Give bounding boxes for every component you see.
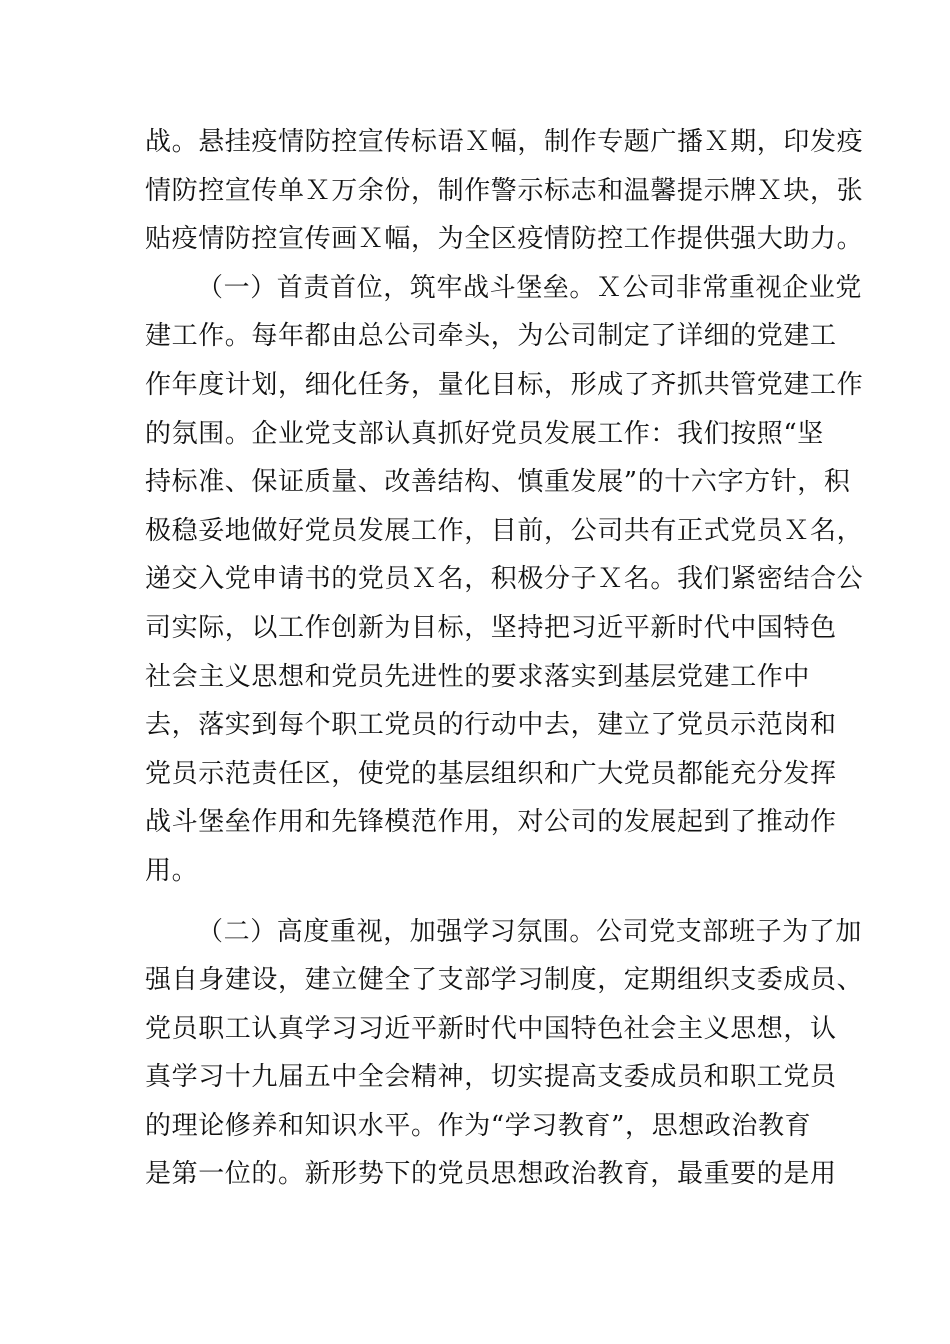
text-line: 建工作。每年都由总公司牵头，为公司制定了详细的党建工: [145, 321, 837, 352]
text-line: 是第一位的。新形势下的党员思想政治教育，最重要的是用: [145, 1159, 837, 1190]
text-line: 情防控宣传单Ｘ万余份，制作警示标志和温馨提示牌Ｘ块，张: [145, 175, 864, 206]
section-heading-line: （二）高度重视，加强学习氛围。公司党支部班子为了加: [197, 916, 863, 947]
text-line: 递交入党申请书的党员Ｘ名，积极分子Ｘ名。我们紧密结合公: [145, 564, 864, 595]
text-line: 作年度计划，细化任务，量化目标，形成了齐抓共管党建工作: [145, 369, 864, 400]
document-body: [145, 118, 864, 1199]
text-line: 极稳妥地做好党员发展工作，目前，公司共有正式党员Ｘ名，: [145, 515, 864, 546]
text-line: 持标准、保证质量、改善结构、慎重发展”的十六字方针，积: [145, 467, 851, 498]
text-line: 战。悬挂疫情防控宣传标语Ｘ幅，制作专题广播Ｘ期，印发疫: [145, 127, 864, 157]
paragraph-gap: [145, 896, 815, 908]
text-line: 党员示范责任区，使党的基层组织和广大党员都能充分发挥: [145, 758, 837, 789]
text-line: 党员职工认真学习习近平新时代中国特色社会主义思想，认: [145, 1013, 837, 1044]
text-line: 真学习十九届五中全会精神，切实提高支委成员和职工党员: [145, 1062, 837, 1093]
text-line: 去，落实到每个职工党员的行动中去，建立了党员示范岗和: [145, 710, 837, 741]
text-line: 的氛围。企业党支部认真抓好党员发展工作：我们按照“坚: [145, 418, 824, 449]
text-line: 社会主义思想和党员先进性的要求落实到基层党建工作中: [145, 661, 811, 692]
text-line: 战斗堡垒作用和先锋模范作用，对公司的发展起到了推动作: [145, 807, 837, 838]
text-line: 用。: [145, 855, 199, 886]
section-heading-line: （一）首责首位，筑牢战斗堡垒。Ｘ公司非常重视企业党: [197, 272, 863, 303]
text-line: 的理论修养和知识水平。作为“学习教育”，思想政治教育: [145, 1110, 812, 1141]
text-line: 强自身建设，建立健全了支部学习制度，定期组织支委成员、: [145, 965, 864, 996]
text-line: 司实际，以工作创新为目标，坚持把习近平新时代中国特色: [145, 612, 837, 643]
text-line: 贴疫情防控宣传画Ｘ幅，为全区疫情防控工作提供强大助力。: [145, 224, 864, 255]
